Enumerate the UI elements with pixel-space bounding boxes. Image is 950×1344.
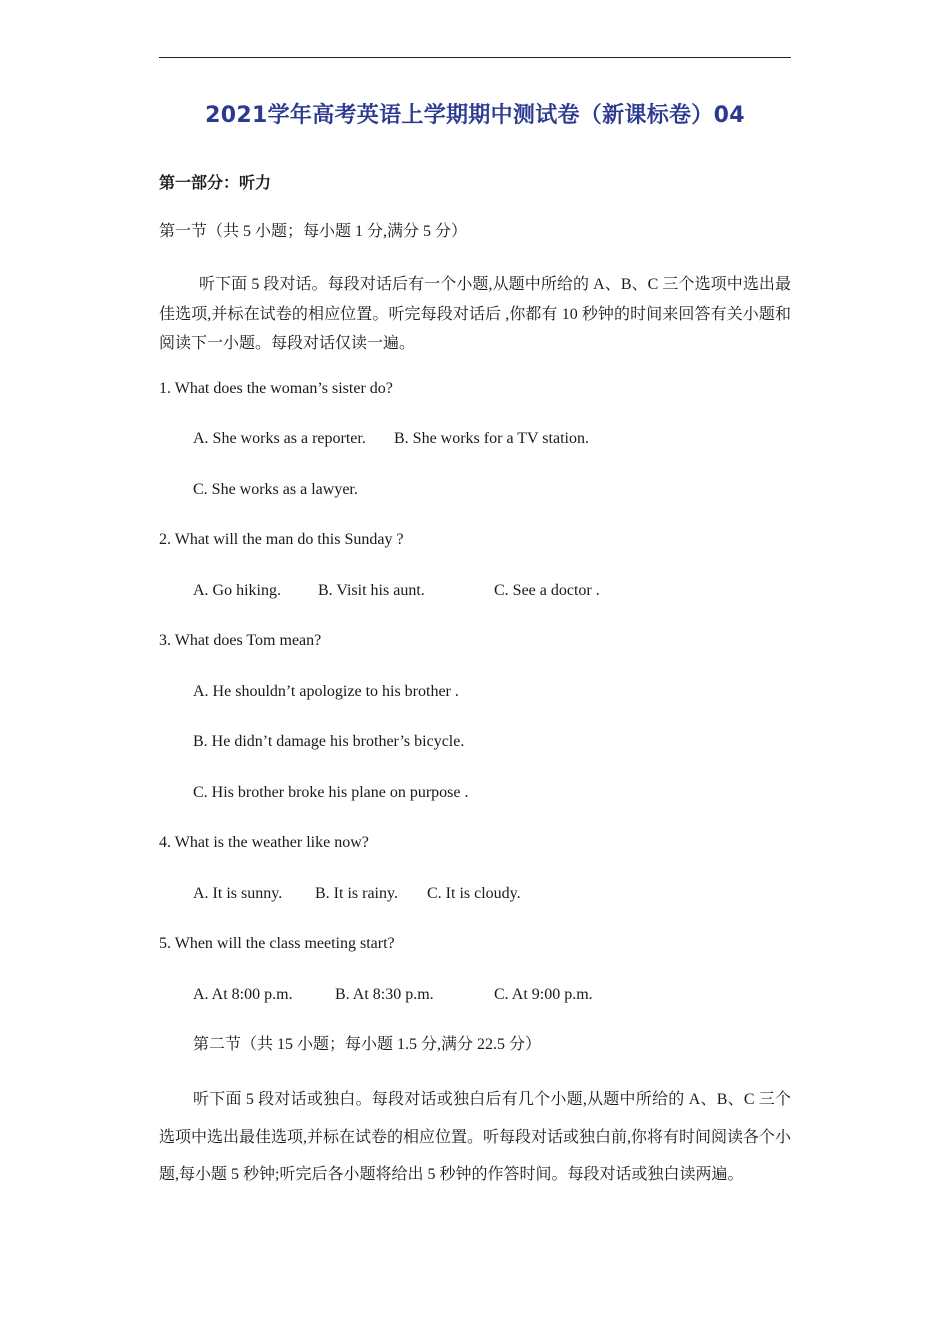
part-heading: 第一部分：听力 bbox=[159, 175, 272, 192]
option-b: B. At 8:30 p.m. bbox=[335, 986, 434, 1003]
option-a: A. He shouldn’t apologize to his brother . bbox=[193, 683, 459, 700]
section1-heading: 第一节（共 5 小题；每小题 1 分,满分 5 分） bbox=[159, 223, 468, 240]
option-c: C. It is cloudy. bbox=[427, 885, 521, 902]
option-c: C. She works as a lawyer. bbox=[193, 481, 358, 498]
section2-heading: 第二节（共 15 小题；每小题 1.5 分,满分 22.5 分） bbox=[193, 1036, 542, 1053]
question-stem: 5. When will the class meeting start? bbox=[159, 935, 395, 952]
document-title: 2021学年高考英语上学期期中测试卷（新课标卷）04 bbox=[205, 103, 745, 128]
header-rule bbox=[159, 57, 791, 58]
option-a: A. She works as a reporter. bbox=[193, 430, 366, 447]
option-b: B. It is rainy. bbox=[315, 885, 398, 902]
question-stem: 1. What does the woman’s sister do? bbox=[159, 380, 393, 397]
section2-instructions: 听下面 5 段对话或独白。每段对话或独白后有几个小题,从题中所给的 A、B、C 三个选项中选出最佳选项,并标在试卷的相应位置。听每段对话或独白前,你将有时间阅读各个小题,每小题 5 秒钟;听完后各小题将给出 5 秒钟的作答时间。每段对话或独白读两遍。 bbox=[159, 1091, 792, 1183]
question-stem: 3. What does Tom mean? bbox=[159, 632, 322, 649]
option-c: C. His brother broke his plane on purpose . bbox=[193, 784, 469, 801]
option-b: B. She works for a TV station. bbox=[394, 430, 589, 447]
question-stem: 2. What will the man do this Sunday ? bbox=[159, 531, 404, 548]
option-c: C. See a doctor . bbox=[494, 582, 600, 599]
option-a: A. Go hiking. bbox=[193, 582, 281, 599]
section1-instructions: 听下面 5 段对话。每段对话后有一个小题,从题中所给的 A、B、C 三个选项中选出最佳选项,并标在试卷的相应位置。听完每段对话后 ,你都有 10 秒钟的时间来回答有关小题和阅读下一小题。每段对话仅读一遍。 bbox=[159, 276, 791, 352]
option-a: A. At 8:00 p.m. bbox=[193, 986, 293, 1003]
question-stem: 4. What is the weather like now? bbox=[159, 834, 369, 851]
option-a: A. It is sunny. bbox=[193, 885, 283, 902]
option-c: C. At 9:00 p.m. bbox=[494, 986, 593, 1003]
option-b: B. Visit his aunt. bbox=[318, 582, 425, 599]
option-b: B. He didn’t damage his brother’s bicycle. bbox=[193, 733, 465, 750]
